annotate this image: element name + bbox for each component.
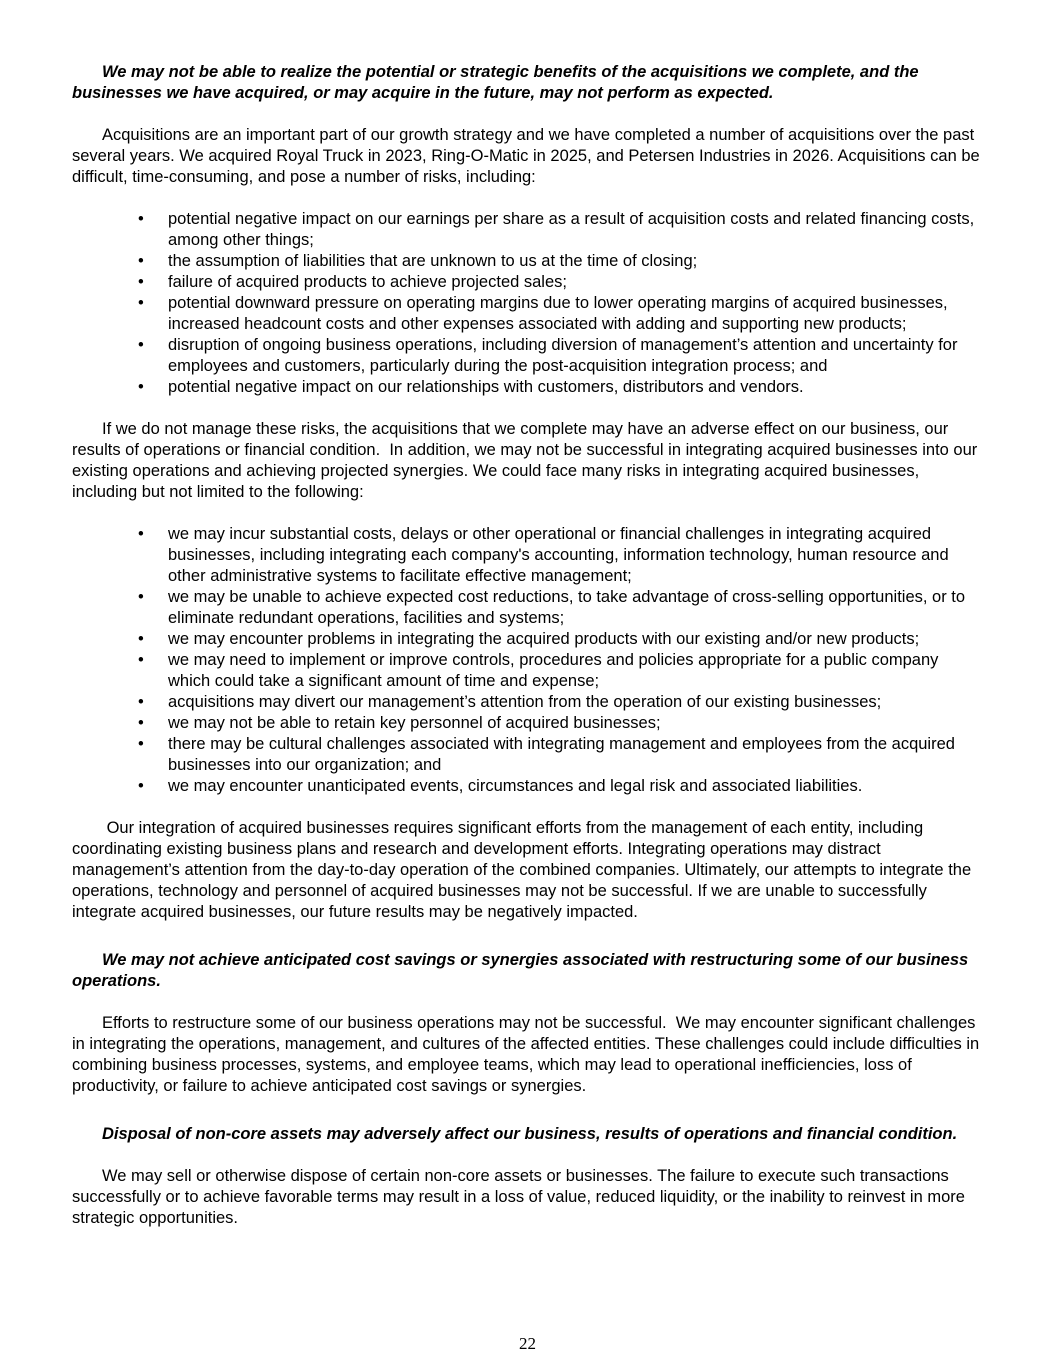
list-item: • we may encounter problems in integrating the acquired products with our existing and/or new products;: [72, 629, 983, 650]
list-item: • we may not be able to retain key personnel of acquired businesses;: [72, 713, 983, 734]
list-item: • failure of acquired products to achieve projected sales;: [72, 272, 983, 293]
risk-heading-cost-savings: We may not achieve anticipated cost savings or synergies associated with restructuring some of our business operations.: [72, 951, 973, 990]
list-item: • potential negative impact on our earnings per share as a result of acquisition costs and related financing costs, among other things;: [72, 209, 983, 251]
list-item: • there may be cultural challenges associated with integrating management and employees from the acquired businesses into our organization; and: [72, 734, 983, 776]
paragraph-acquisitions-intro: Acquisitions are an important part of our growth strategy and we have completed a number of acquisitions over the past several years. We acquired Royal Truck in 2023, Ring-O-Matic in 2025, and Petersen Industries in 2026. Acquisitions can be difficult, time-consuming, and pose a number of risks, including:: [72, 126, 985, 186]
page-number: 22: [519, 1334, 536, 1353]
risk-heading-disposal: Disposal of non-core assets may adversely affect our business, results of operations and financial condition.: [102, 1125, 958, 1143]
list-item: • we may encounter unanticipated events, circumstances and legal risk and associated liabilities.: [72, 776, 983, 797]
list-item: • potential negative impact on our relationships with customers, distributors and vendors.: [72, 377, 983, 398]
list-item: • acquisitions may divert our management’s attention from the operation of our existing businesses;: [72, 692, 983, 713]
paragraph-restructure: Efforts to restructure some of our business operations may not be successful. We may encounter significant challenges in integrating the operations, management, and cultures of the affected entities. These challenges could include difficulties in combining business processes, systems, and employee teams, which may lead to operational inefficiencies, loss of productivity, or failure to achieve anticipated cost savings or synergies.: [72, 1014, 984, 1095]
list-item: • we may need to implement or improve controls, procedures and policies appropriate for a public company which could take a significant amount of time and expense;: [72, 650, 983, 692]
list-item: • disruption of ongoing business operations, including diversion of management’s attention and uncertainty for employees and customers, particularly during the post-acquisition integration process; and: [72, 335, 983, 377]
list-item: • the assumption of liabilities that are unknown to us at the time of closing;: [72, 251, 983, 272]
list-item: • we may incur substantial costs, delays or other operational or financial challenges in integrating acquired businesses, including integrating each company's accounting, information technology, human resource and other administrative systems to facilitate effective management;: [72, 524, 983, 587]
bullet-list-acquisition-risks: [72, 209, 983, 398]
risk-heading-acquisitions: We may not be able to realize the potential or strategic benefits of the acquisitions we complete, and the businesses we have acquired, or may acquire in the future, may not perform as expected.: [72, 63, 924, 102]
list-item: • we may be unable to achieve expected cost reductions, to take advantage of cross-selling opportunities, or to eliminate redundant operations, facilities and systems;: [72, 587, 983, 629]
list-item: • potential downward pressure on operating margins due to lower operating margins of acquired businesses, increased headcount costs and other expenses associated with adding and supporting new products;: [72, 293, 983, 335]
paragraph-manage-risks: If we do not manage these risks, the acquisitions that we complete may have an adverse effect on our business, our results of operations or financial condition. In addition, we may not be successful in integrating acquired businesses into our existing operations and achieving projected synergies. We could face many risks in integrating acquired businesses, including but not limited to the following:: [72, 420, 982, 501]
bullet-list-integration-risks: [72, 524, 983, 797]
paragraph-disposal: We may sell or otherwise dispose of certain non-core assets or businesses. The failure to execute such transactions successfully or to achieve favorable terms may result in a loss of value, reduced liquidity, or the inability to reinvest in more strategic opportunities.: [72, 1167, 970, 1227]
paragraph-integration-efforts: Our integration of acquired businesses requires significant efforts from the management of each entity, including coordinating existing business plans and research and development efforts. Integrating operations may distract management’s attention from the day-to-day operation of the combined companies. Ultimately, our attempts to integrate the operations, technology and personnel of acquired businesses may not be successful. If we are unable to successfully integrate acquired businesses, our future results may be negatively impacted.: [72, 819, 976, 921]
